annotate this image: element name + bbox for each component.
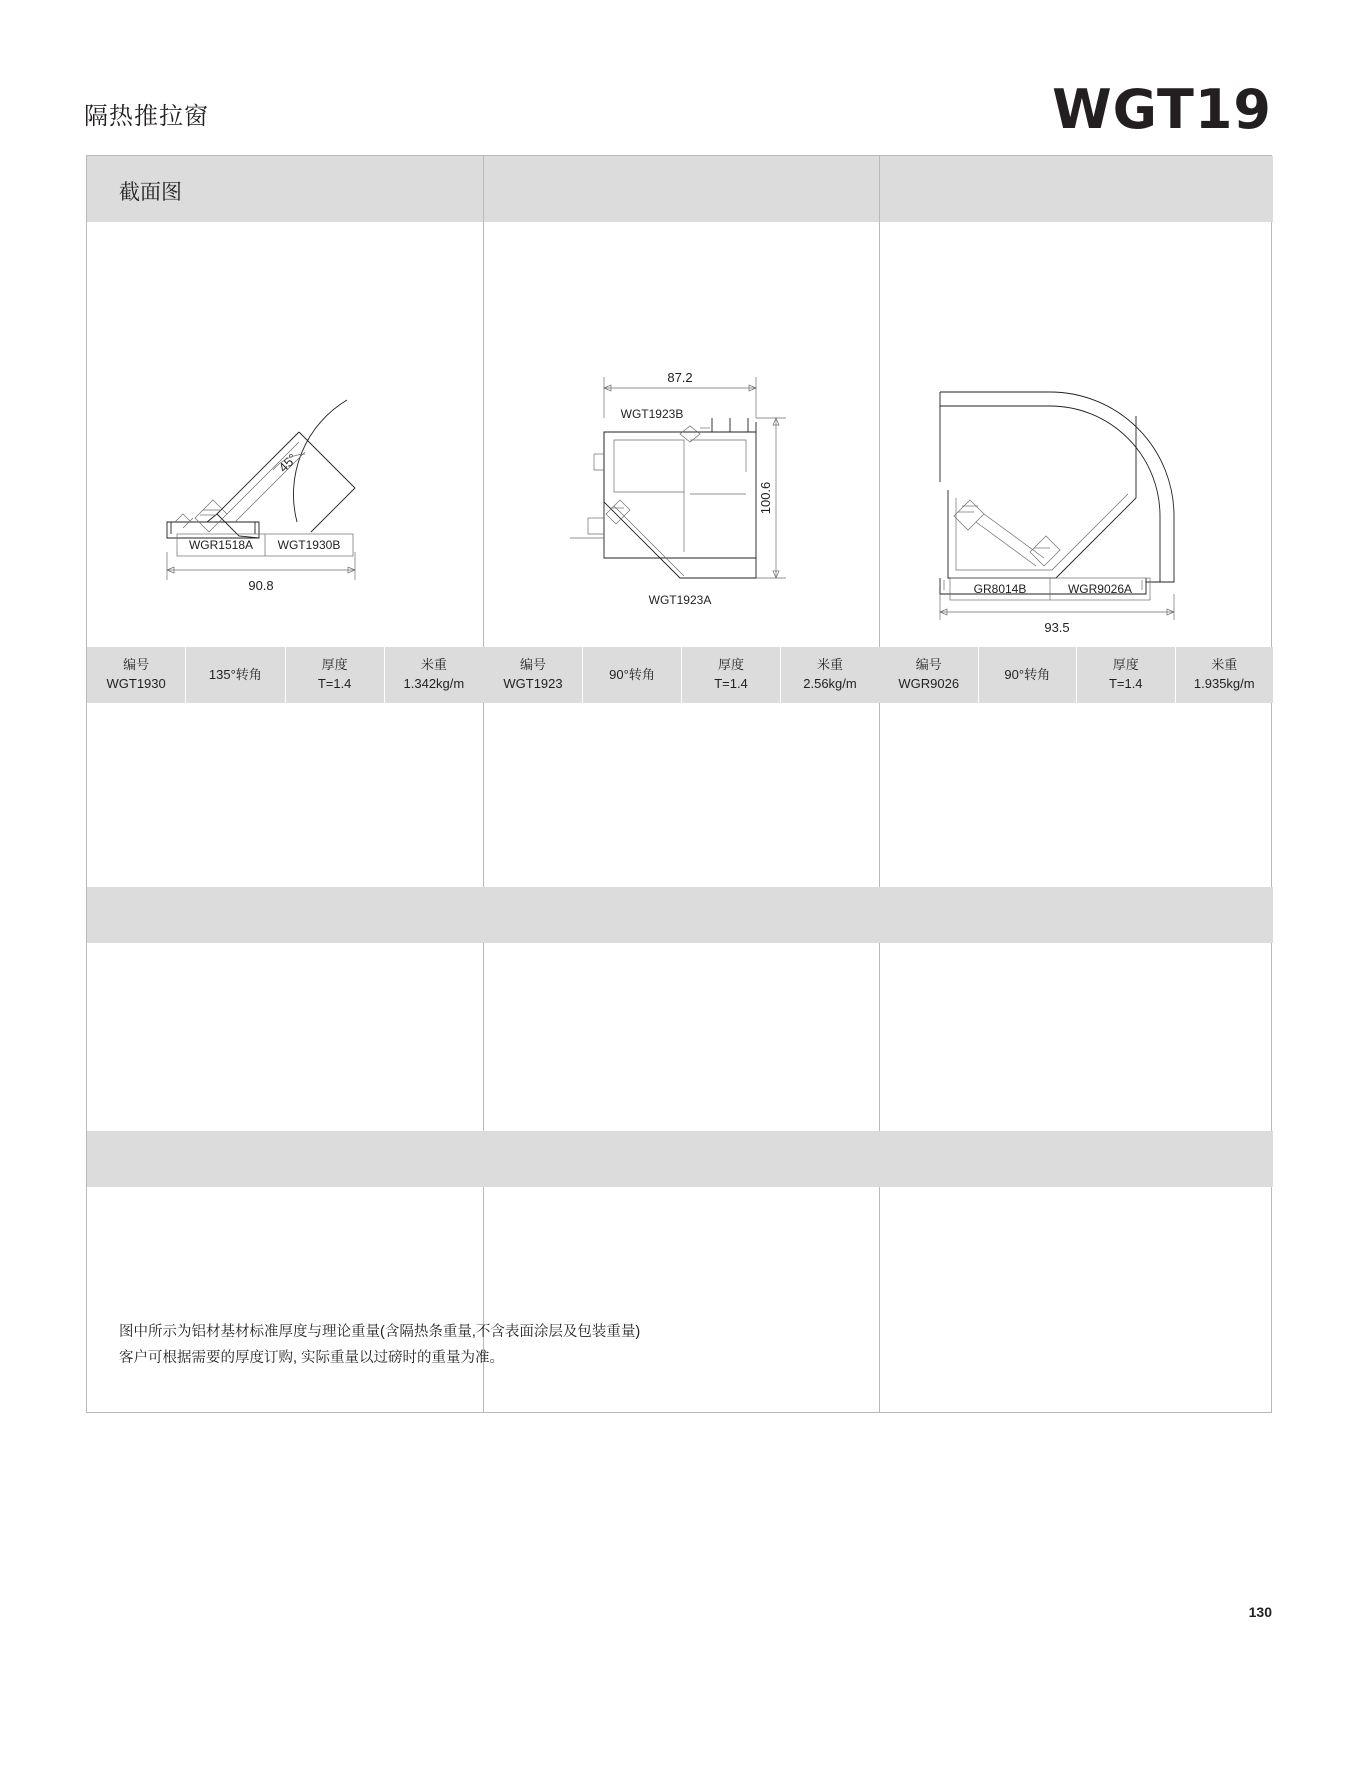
spec-label: 米重: [420, 657, 447, 673]
section-title-band: [87, 156, 1273, 222]
content-frame: [86, 155, 1272, 1413]
spec-cell-thickness: [1077, 647, 1176, 703]
product-code: WGT19: [1052, 78, 1272, 141]
spec-label: 90°转角: [609, 666, 655, 682]
spec-label: 厚度: [717, 657, 744, 673]
drawing-wgr9026: [880, 222, 1273, 647]
spec-value: T=1.4: [317, 676, 352, 691]
spec-group-wgt1930: [87, 647, 483, 703]
spec-cell-thickness: [286, 647, 385, 703]
drawing-wgt1923-svg: [484, 222, 879, 647]
spec-cell-angle: [583, 647, 682, 703]
spec-label: 厚度: [1112, 657, 1139, 673]
spec-cell-code: [484, 647, 583, 703]
footnote-line-1: 图中所示为铝材基材标准厚度与理论重量(含隔热条重量,不含表面涂层及包装重量): [119, 1324, 641, 1340]
section-title-label: 截面图: [119, 181, 182, 204]
spec-value: 1.935kg/m: [1193, 676, 1255, 691]
spec-label: 编号: [123, 657, 150, 673]
footnote-line-2: 客户可根据需要的厚度订购, 实际重量以过磅时的重量为准。: [119, 1350, 505, 1367]
drawings-area: [87, 222, 1273, 647]
part-label-wgr9026a: WGR9026A: [1067, 582, 1133, 596]
spec-label: 135°转角: [208, 666, 262, 682]
separator-band-1: [87, 887, 1273, 943]
spec-cell-weight: [1176, 647, 1274, 703]
spec-cell-weight: [781, 647, 879, 703]
drawing-wgt1923: [484, 222, 879, 647]
part-label-wgr1518a: WGR1518A: [188, 538, 254, 552]
drawing-wgr9026-svg: [880, 222, 1273, 647]
spec-cell-code: [87, 647, 186, 703]
spec-value: WGT1923: [503, 676, 563, 691]
footnote: [119, 1319, 1119, 1371]
dimension-width-87-2: 87.2: [667, 370, 693, 385]
dimension-width-93-5: 93.5: [1044, 620, 1070, 635]
page-number: 130: [1248, 1604, 1272, 1620]
dimension-width-90-8: 90.8: [248, 578, 274, 593]
spec-value: WGT1930: [106, 676, 166, 691]
part-label-wgt1923a: WGT1923A: [648, 593, 712, 607]
spec-value: 1.342kg/m: [403, 676, 465, 691]
spec-value: 2.56kg/m: [803, 676, 857, 691]
spec-value: T=1.4: [714, 676, 748, 691]
spec-label: 90°转角: [1004, 666, 1051, 682]
spec-label: 编号: [519, 657, 546, 673]
spec-label: 米重: [1211, 657, 1238, 673]
spec-label: 米重: [816, 657, 843, 673]
spec-cell-angle: [979, 647, 1078, 703]
part-label-wgt1923b: WGT1923B: [620, 407, 684, 421]
spec-label: 厚度: [321, 657, 348, 673]
drawing-wgt1930: [87, 222, 483, 647]
spec-cell-code: [880, 647, 979, 703]
dimension-height-100-6: 100.6: [758, 481, 773, 515]
spec-value: T=1.4: [1108, 676, 1143, 691]
page-title: 隔热推拉窗: [84, 103, 209, 130]
part-label-wgt1930b: WGT1930B: [277, 538, 341, 552]
part-label-gr8014b: GR8014B: [973, 582, 1027, 596]
spec-cell-thickness: [682, 647, 781, 703]
separator-band-2: [87, 1131, 1273, 1187]
spec-group-wgt1923: [484, 647, 879, 703]
angle-label-45: 45°: [275, 450, 301, 476]
page-header: [0, 0, 1358, 150]
spec-group-wgr9026: [880, 647, 1273, 703]
spec-value: WGR9026: [898, 676, 960, 691]
spec-cell-angle: [186, 647, 285, 703]
spec-cell-weight: [385, 647, 483, 703]
spec-table-row: [87, 647, 1273, 703]
drawing-wgt1930-svg: [87, 222, 483, 647]
spec-label: 编号: [915, 657, 942, 673]
